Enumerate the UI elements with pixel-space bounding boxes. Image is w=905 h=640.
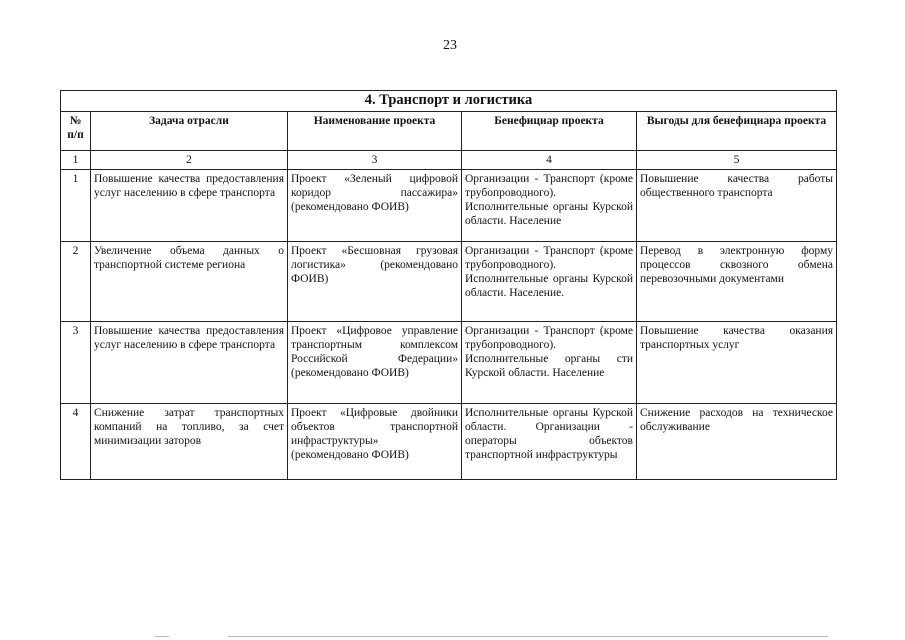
column-number-row — [61, 151, 837, 170]
task-cell: Повышение качества предоставления услуг населению в сфере транспорта — [91, 170, 288, 242]
header-row — [61, 112, 837, 151]
beneficiary-cell: Организации - Транспорт (кроме трубопроводного). Исполнительные органы Курской области. Население — [462, 170, 637, 242]
table-title-row — [61, 91, 837, 112]
scan-artifact — [155, 636, 169, 637]
row-number: 4 — [61, 404, 91, 480]
project-cell: Проект «Зеленый цифровой коридор пассажира» (рекомендовано ФОИВ) — [288, 170, 462, 242]
row-number: 1 — [61, 170, 91, 242]
task-cell: Снижение затрат транспортных компаний на топливо, за счет минимизации заторов — [91, 404, 288, 480]
header-beneficiary: Бенефициар проекта — [462, 112, 637, 151]
benefits-cell: Перевод в электронную форму процессов сквозного обмена перевозочными документами — [637, 242, 837, 322]
column-number: 3 — [288, 151, 462, 170]
beneficiary-cell: Исполнительные органы Курской области. Организации - операторы объектов транспортной инфраструктуры — [462, 404, 637, 480]
scan-artifact — [228, 636, 828, 637]
table-row — [61, 242, 837, 322]
benefits-cell: Повышение качества оказания транспортных услуг — [637, 322, 837, 404]
row-number: 2 — [61, 242, 91, 322]
header-task: Задача отрасли — [91, 112, 288, 151]
project-cell: Проект «Цифровое управление транспортным комплексом Российской Федерации» (рекомендовано ФОИВ) — [288, 322, 462, 404]
beneficiary-cell: Организации - Транспорт (кроме трубопроводного). Исполнительные органы сти Курской области. Население — [462, 322, 637, 404]
header-project: Наименование проекта — [288, 112, 462, 151]
task-cell: Повышение качества предоставления услуг населению в сфере транспорта — [91, 322, 288, 404]
table-row — [61, 404, 837, 480]
benefits-cell: Снижение расходов на техническое обслуживание — [637, 404, 837, 480]
column-number: 2 — [91, 151, 288, 170]
project-cell: Проект «Цифровые двойники объектов транспортной инфраструктуры» (рекомендовано ФОИВ) — [288, 404, 462, 480]
table-row — [61, 322, 837, 404]
page-number: 23 — [443, 38, 457, 53]
column-number: 4 — [462, 151, 637, 170]
beneficiary-cell: Организации - Транспорт (кроме трубопроводного). Исполнительные органы Курской области. Население. — [462, 242, 637, 322]
benefits-cell: Повышение качества работы общественного транспорта — [637, 170, 837, 242]
project-cell: Проект «Бесшовная грузовая логистика» (рекомендовано ФОИВ) — [288, 242, 462, 322]
header-number: № п/п — [61, 112, 91, 151]
table-row — [61, 170, 837, 242]
header-benefits: Выгоды для бенефициара проекта — [637, 112, 837, 151]
column-number: 5 — [637, 151, 837, 170]
transport-logistics-table — [60, 90, 837, 480]
table-title: 4. Транспорт и логистика — [61, 91, 837, 112]
row-number: 3 — [61, 322, 91, 404]
task-cell: Увеличение объема данных о транспортной системе региона — [91, 242, 288, 322]
column-number: 1 — [61, 151, 91, 170]
